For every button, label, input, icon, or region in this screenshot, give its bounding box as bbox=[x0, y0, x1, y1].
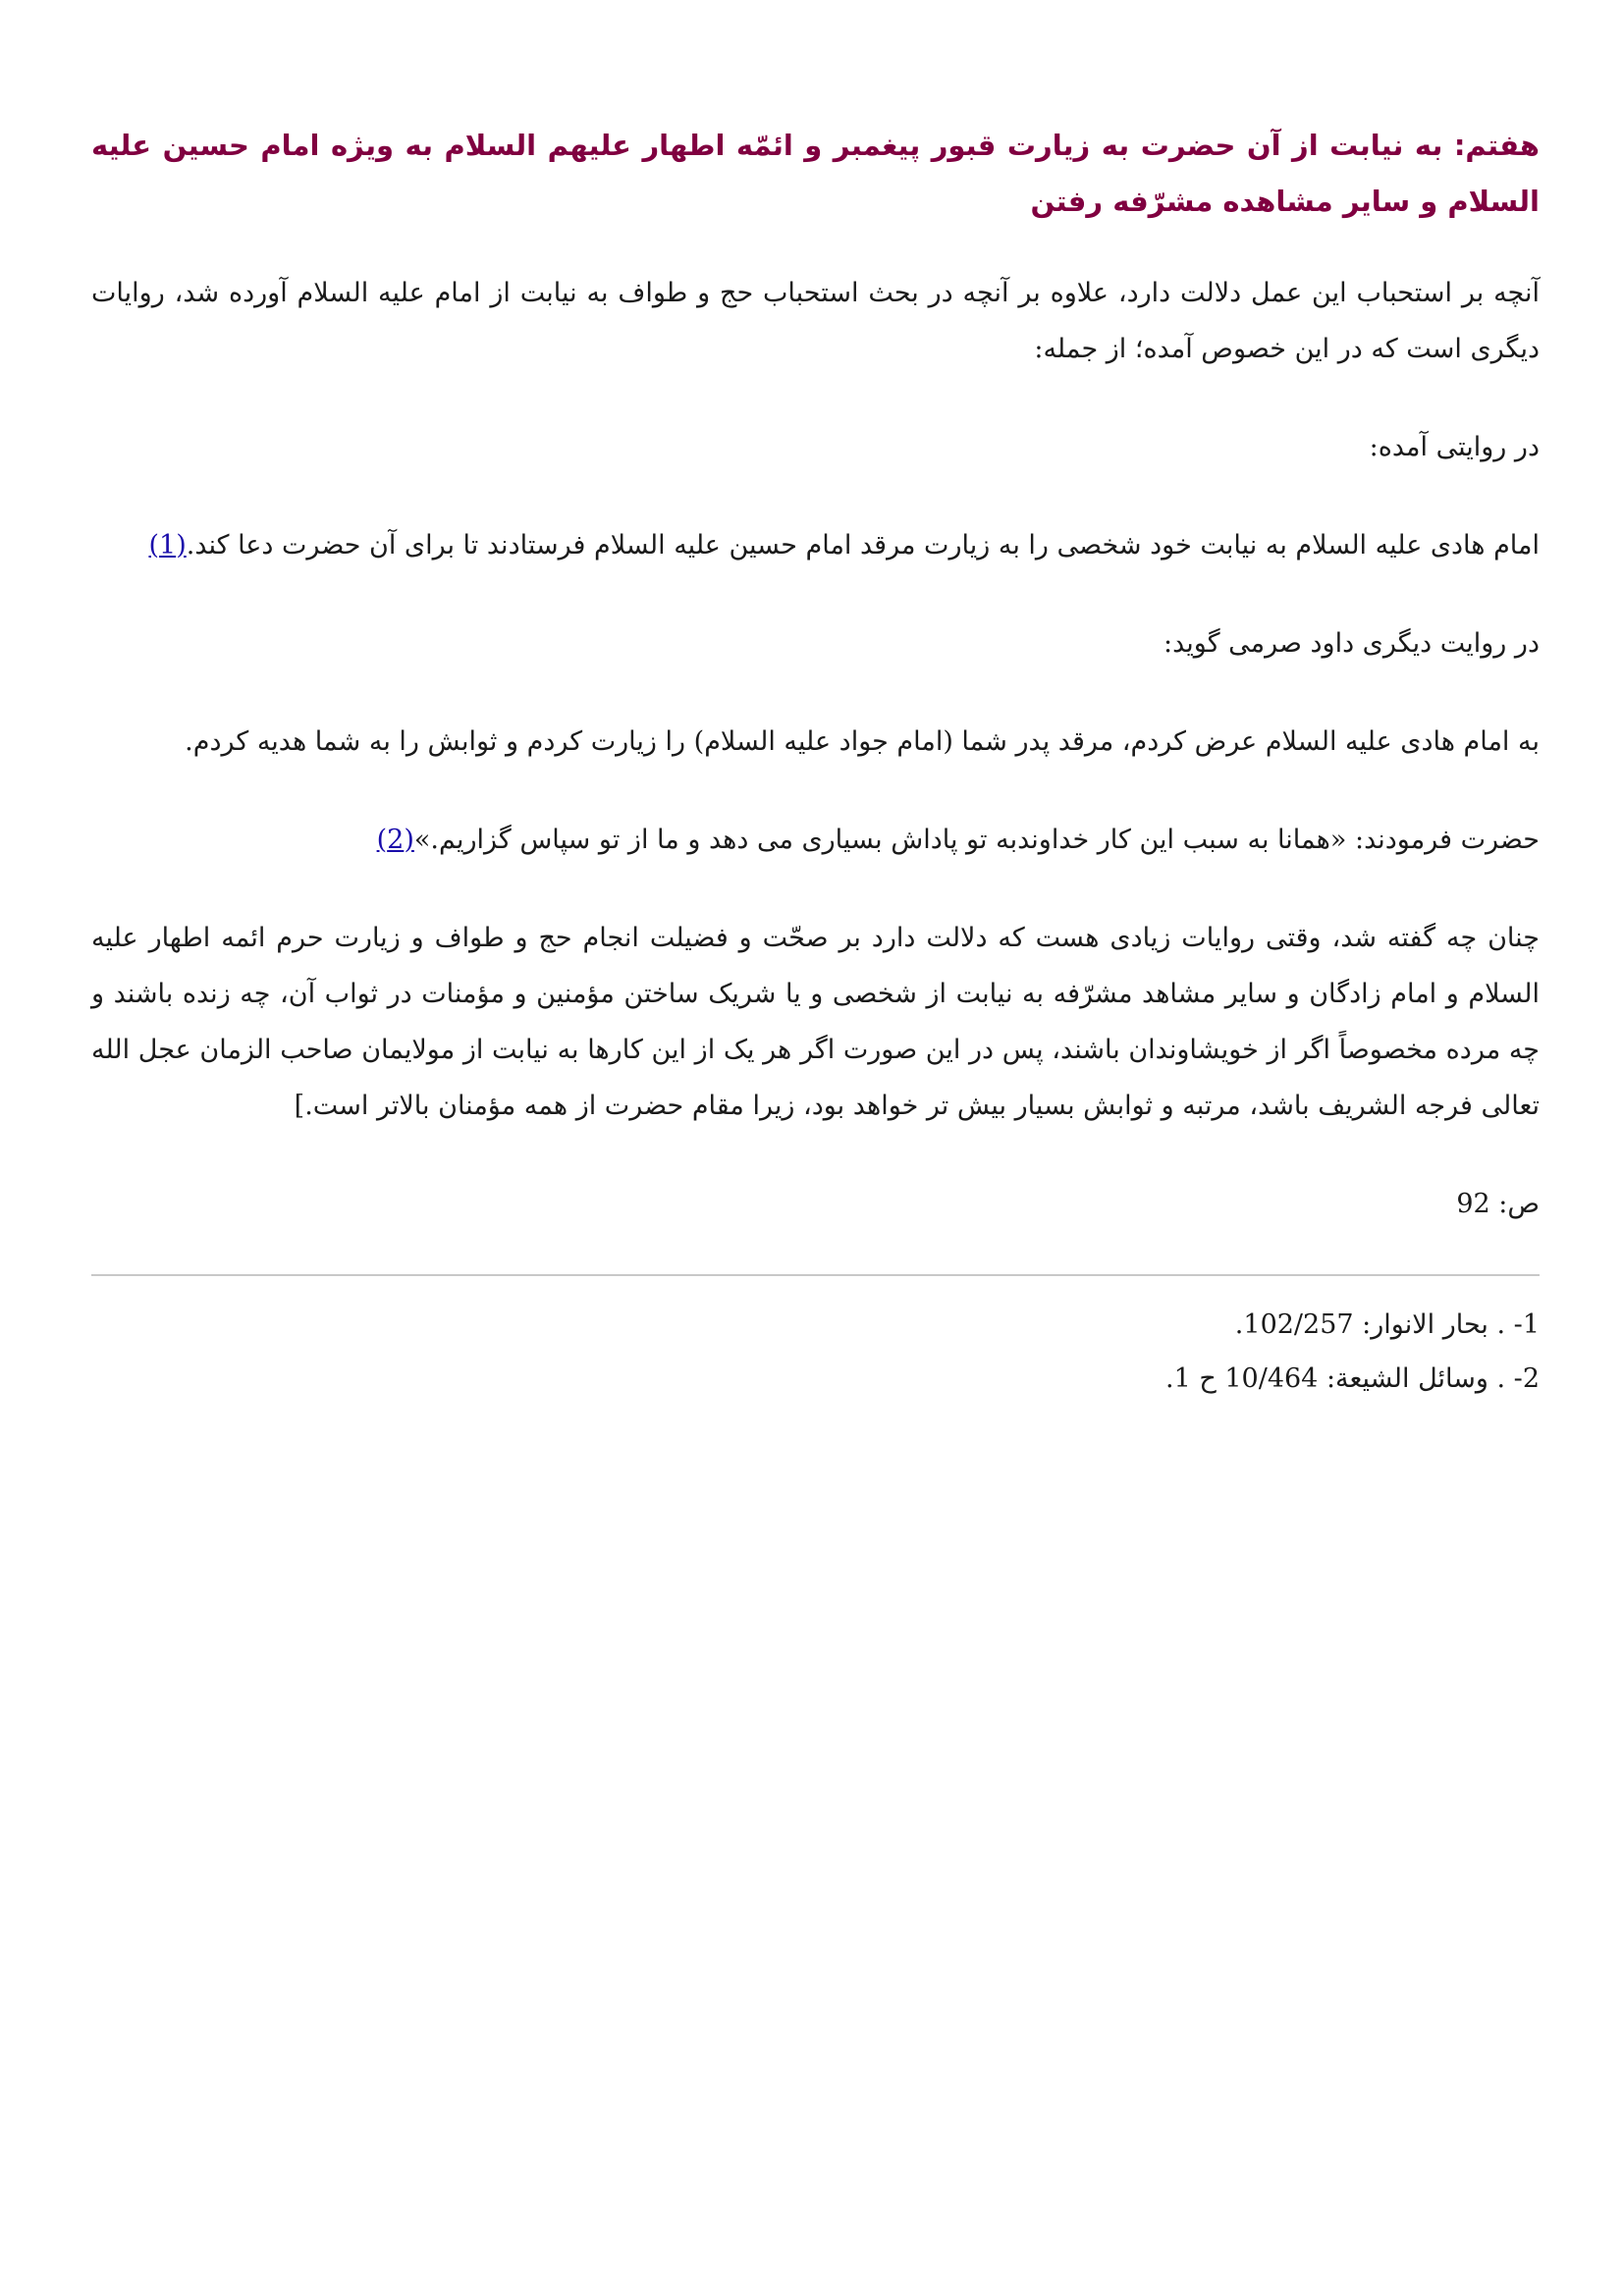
paragraph: در روایتی آمده: bbox=[1369, 432, 1540, 462]
paragraph: در روایت دیگری داود صرمی گوید: bbox=[1163, 628, 1540, 659]
paragraph-with-footnote bbox=[91, 812, 1540, 868]
paragraph-text: امام هادی علیه السلام به نیابت خود شخصی را به زیارت مرقد امام حسین علیه السلام فرستادند تا برای آن حضرت دعا کند. bbox=[186, 530, 1540, 561]
footnote-2: 2- . وسائل الشیعة: 10/464 ح 1. bbox=[1164, 1363, 1540, 1394]
paragraph: چنان چه گفته شد، وقتی روایات زیادی هست که دلالت دارد بر صحّت و فضیلت انجام حج و طواف و زیارت حرم ائمه اطهار علیه السلام و امام زادگان و سایر مشاهد مشرّفه به نیابت از شخصی و یا شریک ساختن مؤمنین و مؤمنات در ثواب آن، چه زنده باشند و چه مرده مخصوصاً اگر از خویشاوندان باشند، پس در این صورت اگر هر یک از این کارها به نیابت از مولایمان صاحب الزمان عجل الله تعالی فرجه الشریف باشد، مرتبه و ثوابش بسیار بیش تر خواهد بود، زیرا مقام حضرت از همه مؤمنان بالاتر است.] bbox=[91, 923, 1540, 1121]
paragraph-with-footnote bbox=[91, 517, 1540, 573]
paragraph: آنچه بر استحباب این عمل دلالت دارد، علاوه بر آنچه در بحث استحباب حج و طواف به نیابت از امام علیه السلام آورده شد، روایات دیگری است که در این خصوص آمده؛ از جمله: bbox=[91, 278, 1541, 364]
footnote-link-2[interactable]: (2) bbox=[376, 825, 414, 855]
section-heading: هفتم: به نیابت از آن حضرت به زیارت قبور پیغمبر و ائمّه اطهار علیهم السلام به ویژه امام حسین علیه السلام و سایر مشاهده مشرّفه رفتن bbox=[91, 129, 1540, 218]
document-page bbox=[91, 118, 1540, 1406]
paragraph-text: حضرت فرمودند: «همانا به سبب این کار خداوندبه تو پاداش بسیاری می دهد و ما از تو سپاس گزاریم.» bbox=[413, 825, 1540, 855]
page-number: ص: 92 bbox=[1456, 1189, 1540, 1219]
footnote-divider bbox=[91, 1274, 1540, 1276]
paragraph: به امام هادی علیه السلام عرض کردم، مرقد پدر شما (امام جواد علیه السلام) را زیارت کردم و ثوابش را به شما هدیه کردم. bbox=[185, 726, 1540, 757]
footnote-1: 1- . بحار الانوار: 102/257. bbox=[1234, 1309, 1540, 1340]
footnote-link-1[interactable]: (1) bbox=[148, 530, 187, 561]
